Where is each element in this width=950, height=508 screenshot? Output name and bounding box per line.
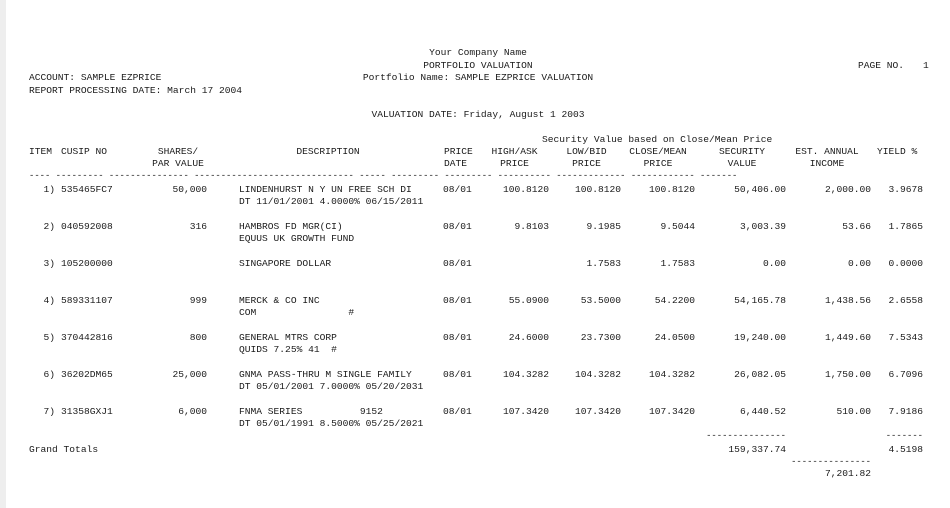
- cell-low: 107.3420: [574, 406, 621, 417]
- cell-close: 104.3282: [648, 369, 695, 380]
- col-price-2: DATE: [444, 158, 468, 169]
- cell-date: 08/01: [443, 332, 472, 343]
- cell-value: 54,165.78: [734, 295, 786, 306]
- cell-cusip: 105200000: [61, 258, 113, 269]
- cell-item: 6): [43, 369, 55, 380]
- cell-date: 08/01: [443, 258, 472, 269]
- cell-item: 4): [43, 295, 55, 306]
- cell-low: 9.1985: [586, 221, 621, 232]
- cell-income: 53.66: [842, 221, 871, 232]
- cell-desc1: LINDENHURST N Y UN FREE SCH DI: [239, 184, 412, 195]
- cell-yield: 1.7865: [888, 221, 923, 232]
- cell-date: 08/01: [443, 295, 472, 306]
- col-income-1: EST. ANNUAL: [795, 146, 859, 157]
- cell-close: 1.7583: [660, 258, 695, 269]
- cell-date: 08/01: [443, 369, 472, 380]
- total-yield-rule: -------: [885, 431, 923, 441]
- column-group-title: Security Value based on Close/Mean Price: [542, 134, 773, 145]
- cell-cusip: 36202DM65: [61, 369, 113, 380]
- cell-item: 2): [43, 221, 55, 232]
- cell-desc1: GENERAL MTRS CORP: [239, 332, 337, 343]
- cell-low: 23.7300: [580, 332, 621, 343]
- processing-date: REPORT PROCESSING DATE: March 17 2004: [29, 85, 243, 96]
- valuation-date: VALUATION DATE: Friday, August 1 2003: [371, 109, 585, 120]
- cell-date: 08/01: [443, 184, 472, 195]
- page-label: PAGE NO.: [858, 60, 905, 71]
- grand-totals-label: Grand Totals: [29, 444, 99, 455]
- cell-shares: 800: [189, 332, 207, 343]
- cell-desc1: GNMA PASS-THRU M SINGLE FAMILY: [239, 369, 412, 380]
- cell-item: 3): [43, 258, 55, 269]
- company-name: Your Company Name: [429, 47, 527, 58]
- cell-yield: 6.7096: [888, 369, 923, 380]
- cell-income: 510.00: [836, 406, 871, 417]
- cell-income: 0.00: [847, 258, 871, 269]
- cell-high: 24.6000: [508, 332, 549, 343]
- cell-cusip: 589331107: [61, 295, 113, 306]
- col-shares-2: PAR VALUE: [152, 158, 204, 169]
- cell-desc2: COM #: [239, 307, 355, 318]
- col-item: ITEM: [29, 146, 53, 157]
- col-yield: YIELD %: [877, 146, 918, 157]
- cell-close: 100.8120: [648, 184, 695, 195]
- cell-income: 2,000.00: [824, 184, 871, 195]
- cell-income: 1,449.60: [824, 332, 871, 343]
- portfolio-name: Portfolio Name: SAMPLE EZPRICE VALUATION: [362, 72, 594, 83]
- report-title: PORTFOLIO VALUATION: [423, 60, 533, 71]
- cell-value: 3,003.39: [739, 221, 786, 232]
- cell-date: 08/01: [443, 221, 472, 232]
- grand-total-value: 159,337.74: [728, 444, 786, 455]
- cell-desc2: DT 05/01/2001 7.0000% 05/20/2031: [239, 381, 424, 392]
- cell-desc2: EQUUS UK GROWTH FUND: [239, 233, 355, 244]
- cell-shares: 999: [189, 295, 207, 306]
- cell-desc1: HAMBROS FD MGR(CI): [239, 221, 343, 232]
- col-high-2: PRICE: [500, 158, 529, 169]
- cell-date: 08/01: [443, 406, 472, 417]
- cell-close: 107.3420: [648, 406, 695, 417]
- cell-cusip: 040592008: [61, 221, 113, 232]
- cell-high: 107.3420: [502, 406, 549, 417]
- cell-high: 55.0900: [508, 295, 549, 306]
- cell-high: 100.8120: [502, 184, 549, 195]
- cell-value: 50,406.00: [734, 184, 786, 195]
- grand-total-yield: 4.5198: [888, 444, 923, 455]
- grand-total-income: 7,201.82: [824, 468, 871, 479]
- cell-low: 53.5000: [580, 295, 621, 306]
- cell-shares: 25,000: [172, 369, 207, 380]
- col-income-2: INCOME: [809, 158, 845, 169]
- cell-shares: 316: [189, 221, 207, 232]
- cell-desc2: QUIDS 7.25% 41 #: [239, 344, 337, 355]
- col-high-1: HIGH/ASK: [491, 146, 538, 157]
- cell-desc2: DT 05/01/1991 8.5000% 05/25/2021: [239, 418, 424, 429]
- cell-income: 1,438.56: [824, 295, 871, 306]
- cell-high: 9.8103: [514, 221, 549, 232]
- cell-close: 54.2200: [654, 295, 695, 306]
- report-page: [6, 0, 950, 508]
- cell-low: 100.8120: [574, 184, 621, 195]
- header-separator: ---- --------- --------------- ------------------------------ ----- --------- --------- ---------- ------------- ------------ -------: [29, 171, 738, 181]
- total-value-rule: ---------------: [706, 431, 786, 441]
- cell-yield: 7.5343: [888, 332, 923, 343]
- cell-income: 1,750.00: [824, 369, 871, 380]
- cell-item: 5): [43, 332, 55, 343]
- cell-desc1: FNMA SERIES 9152: [239, 406, 383, 417]
- cell-high: 104.3282: [502, 369, 549, 380]
- cell-cusip: 370442816: [61, 332, 113, 343]
- cell-yield: 0.0000: [888, 258, 923, 269]
- cell-shares: 50,000: [172, 184, 207, 195]
- cell-item: 1): [43, 184, 55, 195]
- cell-close: 24.0500: [654, 332, 695, 343]
- col-close-1: CLOSE/MEAN: [629, 146, 687, 157]
- col-secval-2: VALUE: [727, 158, 757, 169]
- col-low-2: PRICE: [572, 158, 601, 169]
- cell-value: 0.00: [762, 258, 786, 269]
- col-low-1: LOW/BID: [566, 146, 607, 157]
- cell-low: 1.7583: [586, 258, 621, 269]
- col-secval-1: SECURITY: [718, 146, 766, 157]
- cell-desc1: SINGAPORE DOLLAR: [239, 258, 332, 269]
- cell-yield: 7.9186: [888, 406, 923, 417]
- col-price-1: PRICE: [444, 146, 473, 157]
- cell-value: 26,082.05: [734, 369, 786, 380]
- cell-value: 19,240.00: [734, 332, 786, 343]
- page-number: 1: [923, 60, 929, 71]
- col-shares-1: SHARES/: [157, 146, 199, 157]
- cell-cusip: 535465FC7: [61, 184, 113, 195]
- cell-shares: 6,000: [178, 406, 207, 417]
- cell-low: 104.3282: [574, 369, 621, 380]
- cell-yield: 2.6558: [888, 295, 923, 306]
- cell-close: 9.5044: [660, 221, 695, 232]
- cell-item: 7): [43, 406, 55, 417]
- cell-value: 6,440.52: [739, 406, 786, 417]
- cell-desc1: MERCK & CO INC: [239, 295, 320, 306]
- account-line: ACCOUNT: SAMPLE EZPRICE: [29, 72, 162, 83]
- total-income-rule: ---------------: [791, 457, 871, 467]
- col-close-2: PRICE: [643, 158, 673, 169]
- cell-cusip: 31358GXJ1: [61, 406, 113, 417]
- col-cusip: CUSIP NO: [61, 146, 108, 157]
- col-description: DESCRIPTION: [296, 146, 360, 157]
- cell-desc2: DT 11/01/2001 4.0000% 06/15/2011: [239, 196, 424, 207]
- cell-yield: 3.9678: [888, 184, 923, 195]
